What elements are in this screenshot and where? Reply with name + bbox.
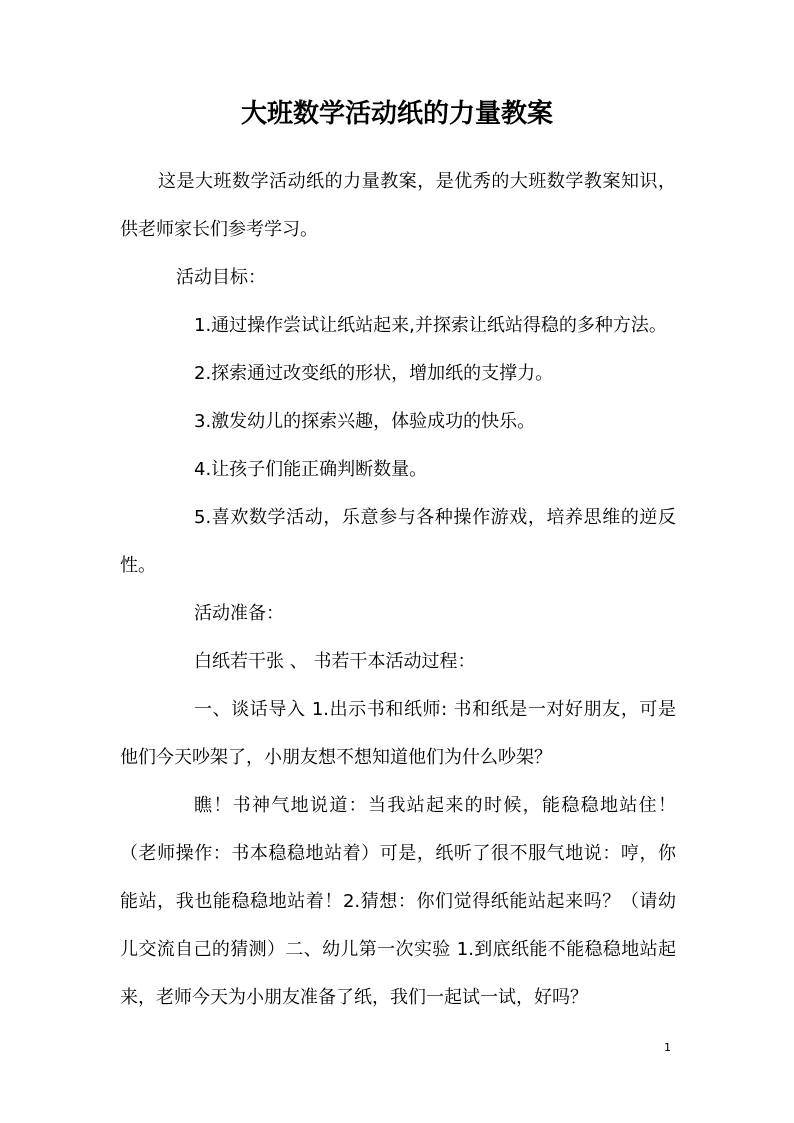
document-title: 大班数学活动纸的力量教案 bbox=[240, 99, 553, 129]
goal-item-1: 1.通过操作尝试让纸站起来,并探索让纸站得稳的多种方法。 bbox=[194, 315, 667, 336]
preparation-materials: 白纸若干张 、 书若干本活动过程： bbox=[194, 651, 476, 672]
process-line-6: 儿交流自己的猜测）二、幼儿第一次实验 1.到底纸能不能稳稳地站起 bbox=[120, 939, 676, 960]
page-number: 1 bbox=[664, 1041, 671, 1054]
goal-item-2: 2.探索通过改变纸的形状，增加纸的支撑力。 bbox=[194, 363, 554, 384]
goal-item-4: 4.让孩子们能正确判断数量。 bbox=[194, 459, 428, 480]
process-line-3: 瞧！书神气地说道：当我站起来的时候，能稳稳地站住！ bbox=[194, 795, 676, 816]
goal-item-3: 3.激发幼儿的探索兴趣，体验成功的快乐。 bbox=[194, 411, 536, 432]
goal-item-5-line-1: 5.喜欢数学活动，乐意参与各种操作游戏，培养思维的逆反 bbox=[194, 507, 676, 528]
heading-activity-preparation: 活动准备： bbox=[194, 603, 284, 624]
paragraph-intro-line-2: 供老师家长们参考学习。 bbox=[120, 219, 318, 240]
process-line-1: 一、谈话导入 1.出示书和纸师: 书和纸是一对好朋友，可是 bbox=[194, 699, 676, 720]
goal-item-5-line-2: 性。 bbox=[120, 555, 156, 576]
process-line-2: 他们今天吵架了，小朋友想不想知道他们为什么吵架？ bbox=[120, 747, 552, 768]
paragraph-intro-line-1: 这是大班数学活动纸的力量教案，是优秀的大班数学教案知识， bbox=[158, 171, 676, 192]
process-line-7: 来，老师今天为小朋友准备了纸，我们一起试一试，好吗？ bbox=[120, 987, 588, 1008]
process-line-5: 能站，我也能稳稳地站着！2.猜想：你们觉得纸能站起来吗？（请幼 bbox=[120, 891, 676, 912]
process-line-4: （老师操作：书本稳稳地站着）可是，纸听了很不服气地说：哼，你 bbox=[120, 843, 676, 864]
heading-activity-goals: 活动目标： bbox=[176, 267, 266, 288]
